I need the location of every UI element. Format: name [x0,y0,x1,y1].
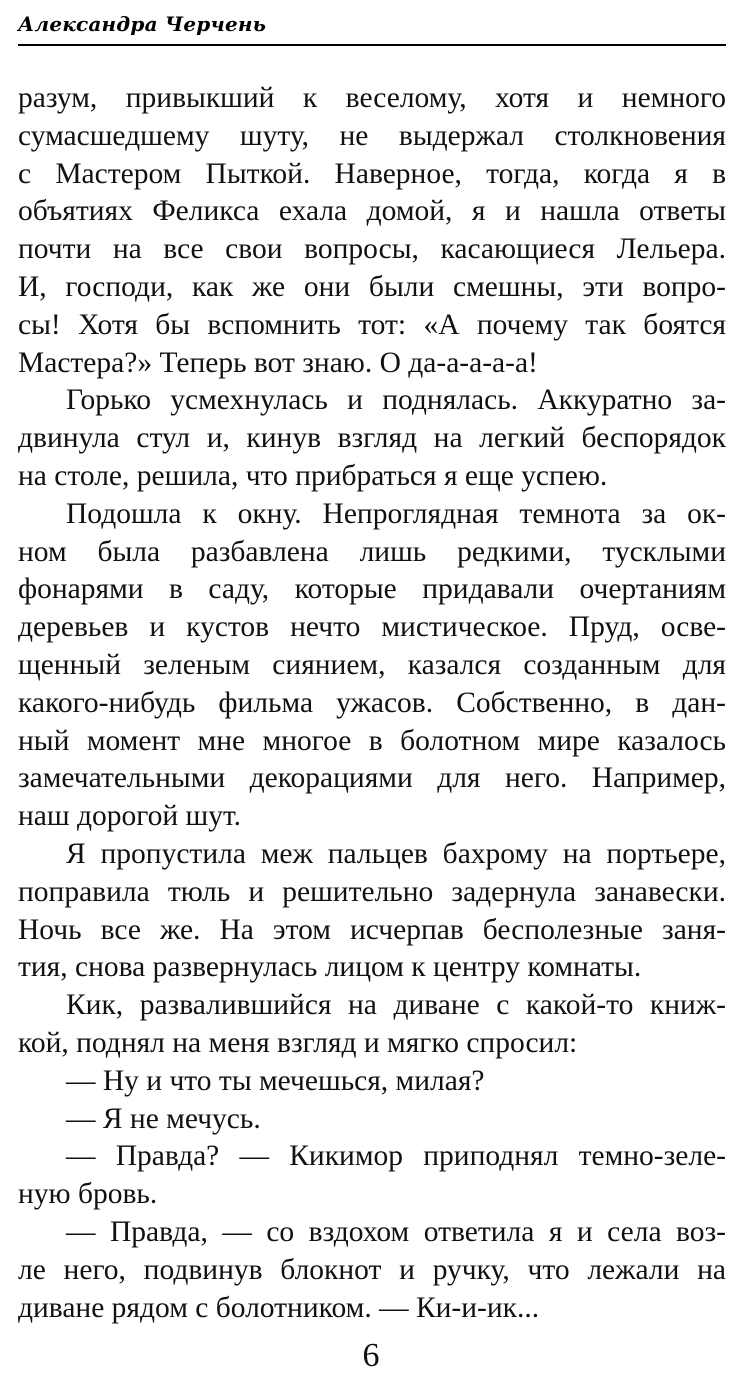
text-line: щенный зеленым сиянием, казался созданным для [18,648,726,681]
text-line: двинула стул и, кинув взгляд на легкий беспорядок [18,422,726,455]
text-line: замечательными декорациями для него. Например, [18,762,726,795]
text-line: тия, снова развернулась лицом к центру комнаты. [18,951,642,984]
header-author: Александра Черчень [18,12,267,36]
text-line: — Правда? — Кикимор приподнял темно-зеле- [66,1140,726,1173]
text-line: Ночь все же. На этом исчерпав бесполезные заня- [18,913,726,946]
text-line: Горько усмехнулась и поднялась. Аккуратно за- [66,384,726,417]
text-line: сумасшедшему шуту, не выдержал столкновения [18,119,726,152]
body-text [18,80,726,1327]
text-line: фонарями в саду, которые придавали очертаниям [18,573,726,606]
text-line: диване рядом с болотником. — Ки-и-ик... [18,1291,540,1324]
running-header [18,10,726,46]
text-line: почти на все свои вопросы, касающиеся Лельера. [18,233,726,266]
text-line: ном была разбавлена лишь редкими, тусклыми [18,535,726,568]
text-line: объятиях Феликса ехала домой, я и нашла ответы [18,195,726,228]
page-number: 6 [362,1337,380,1374]
text-line: сы! Хотя бы вспомнить тот: «А почему так боятся [18,308,726,341]
text-line: И, господи, как же они были смешны, эти вопро- [18,270,726,303]
text-line: ле него, подвинув блокнот и ручку, что лежали на [18,1253,726,1286]
text-line: наш дорогой шут. [18,800,242,833]
text-line: ный момент мне многое в болотном мире казалось [18,724,726,757]
text-line: кой, поднял на меня взгляд и мягко спросил: [18,1026,578,1059]
text-line: ную бровь. [18,1178,158,1211]
text-line: Подошла к окну. Непроглядная темнота за ок- [66,497,726,530]
text-line: поправила тюль и решительно задернула занавески. [18,875,726,908]
text-line: разум, привыкший к веселому, хотя и немного [18,82,726,114]
text-line: на столе, решила, что прибраться я еще успею. [18,459,608,492]
text-line: Мастера?» Теперь вот знаю. О да-а-а-а-а! [18,346,538,379]
text-line: деревьев и кустов нечто мистическое. Пруд, осве- [18,611,726,644]
text-line: — Ну и что ты мечешься, милая? [66,1064,485,1097]
text-line: Я пропустила меж пальцев бахрому на портьере, [66,837,726,870]
text-line: — Правда, — со вздохом ответила я и села воз- [66,1215,726,1248]
text-line: с Мастером Пыткой. Наверное, тогда, когда я в [18,157,726,190]
text-line: какого-нибудь фильма ужасов. Собственно, в дан- [18,686,726,719]
text-line: — Я не мечусь. [66,1102,261,1135]
text-line: Кик, развалившийся на диване с какой-то книж- [66,989,726,1022]
